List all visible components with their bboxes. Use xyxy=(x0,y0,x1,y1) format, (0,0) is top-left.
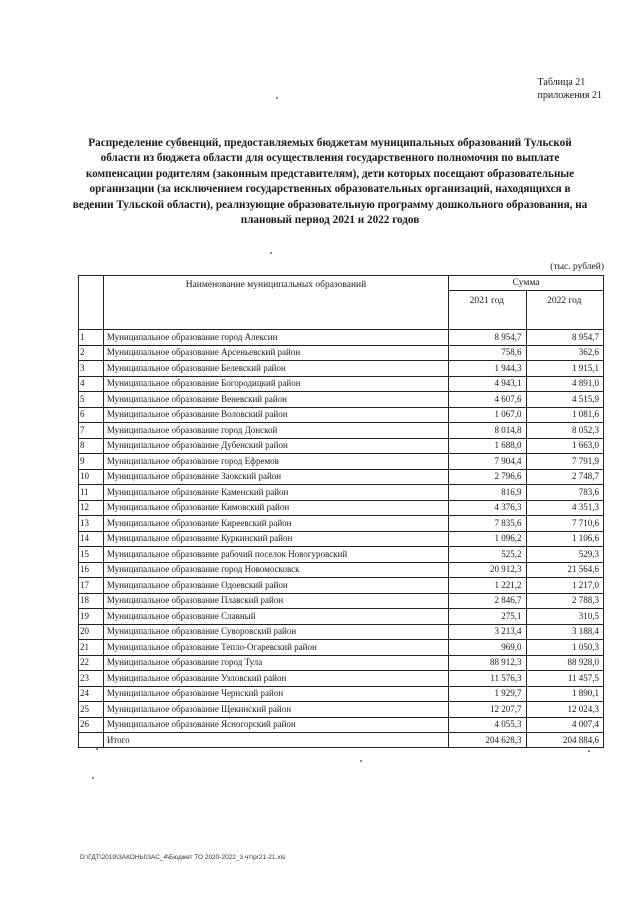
row-number: 12 xyxy=(79,500,104,516)
row-number: 23 xyxy=(79,671,104,687)
scan-speck xyxy=(92,777,94,779)
row-value-2022: 3 188,4 xyxy=(526,624,603,640)
row-value-2022: 1 081,6 xyxy=(526,407,603,423)
total-row xyxy=(79,733,604,748)
row-value-2022: 7 791,9 xyxy=(526,454,603,470)
row-municipality-name: Муниципальное образование Богородицкий район xyxy=(103,376,448,392)
table-row xyxy=(79,531,604,547)
row-value-2021: 20 912,3 xyxy=(449,562,526,578)
row-value-2022: 1 915,1 xyxy=(526,361,603,377)
row-municipality-name: Муниципальное образование Арсеньевский район xyxy=(103,345,448,361)
row-value-2022: 4 891,0 xyxy=(526,376,603,392)
table-row xyxy=(79,407,604,423)
row-number: 11 xyxy=(79,485,104,501)
table-row xyxy=(79,516,604,532)
appendix-table-number: Таблица 21 xyxy=(537,77,586,88)
row-number: 22 xyxy=(79,655,104,671)
row-value-2022: 1 217,0 xyxy=(526,578,603,594)
header-year-2022: 2022 год xyxy=(526,291,603,330)
row-municipality-name: Муниципальное образование Куркинский район xyxy=(103,531,448,547)
row-value-2022: 11 457,5 xyxy=(526,671,603,687)
row-number: 25 xyxy=(79,702,104,718)
row-value-2022: 1 890,1 xyxy=(526,686,603,702)
row-value-2021: 4 943,1 xyxy=(449,376,526,392)
header-sum: Сумма xyxy=(449,276,604,291)
table-row xyxy=(79,469,604,485)
table-row xyxy=(79,361,604,377)
row-municipality-name: Муниципальное образование Одоевский район xyxy=(103,578,448,594)
row-municipality-name: Муниципальное образование Щекинский район xyxy=(103,702,448,718)
row-value-2022: 4 351,3 xyxy=(526,500,603,516)
row-value-2022: 783,6 xyxy=(526,485,603,501)
row-number: 3 xyxy=(79,361,104,377)
row-value-2021: 7 904,4 xyxy=(449,454,526,470)
row-value-2021: 8 014,8 xyxy=(449,423,526,439)
file-path-footer: D:\ГДТ\2019\ЗАКОНЫ\ЗАС_4\Бюджет ТО 2020-2022_3 чт\pr21-21.xls xyxy=(80,854,286,861)
table-row xyxy=(79,686,604,702)
row-municipality-name: Муниципальное образование Веневский район xyxy=(103,392,448,408)
table-row xyxy=(79,392,604,408)
subvention-table xyxy=(78,275,604,748)
row-value-2021: 88 912,3 xyxy=(449,655,526,671)
row-number: 1 xyxy=(79,330,104,346)
header-number-cell xyxy=(79,276,104,330)
row-municipality-name: Муниципальное образование Воловский район xyxy=(103,407,448,423)
scan-speck xyxy=(270,252,272,254)
table-row xyxy=(79,562,604,578)
row-value-2021: 12 207,7 xyxy=(449,702,526,718)
row-number: 5 xyxy=(79,392,104,408)
row-municipality-name: Муниципальное образование Чернский район xyxy=(103,686,448,702)
table-row xyxy=(79,547,604,563)
row-municipality-name: Муниципальное образование город Новомосковск xyxy=(103,562,448,578)
row-municipality-name: Муниципальное образование Киреевский район xyxy=(103,516,448,532)
row-municipality-name: Муниципальное образование Ясногорский район xyxy=(103,717,448,733)
row-municipality-name: Муниципальное образование Суворовский район xyxy=(103,624,448,640)
row-number: 20 xyxy=(79,624,104,640)
total-label: Итого xyxy=(103,733,448,748)
row-value-2021: 1 067,0 xyxy=(449,407,526,423)
scan-speck xyxy=(96,748,98,750)
scan-speck xyxy=(588,750,590,752)
scan-speck xyxy=(360,760,362,762)
row-value-2022: 2 748,7 xyxy=(526,469,603,485)
row-municipality-name: Муниципальное образование рабочий поселок Новогуровский xyxy=(103,547,448,563)
row-value-2021: 1 096,2 xyxy=(449,531,526,547)
row-value-2022: 8 052,3 xyxy=(526,423,603,439)
document-title: Распределение субвенций, предоставляемых бюджетам муниципальных образований Тульской области из бюджета области для осуществления государственного полномочия по выплате компенсации родителям (законным представителям), дети которых посещают образовательные организации (за исключением государственных образовательных организаций, находящихся в ведении Тульской области), реализующие образовательную программу дошкольного образования, на плановый период 2021 и 2022 годов xyxy=(72,137,588,227)
table-row xyxy=(79,593,604,609)
row-value-2022: 12 024,3 xyxy=(526,702,603,718)
total-number-cell xyxy=(79,733,104,748)
row-number: 4 xyxy=(79,376,104,392)
row-number: 21 xyxy=(79,640,104,656)
row-number: 15 xyxy=(79,547,104,563)
row-municipality-name: Муниципальное образование Каменский район xyxy=(103,485,448,501)
row-value-2021: 969,0 xyxy=(449,640,526,656)
table-row xyxy=(79,485,604,501)
table-row xyxy=(79,330,604,346)
table-row xyxy=(79,702,604,718)
row-value-2022: 1 106,6 xyxy=(526,531,603,547)
table-row xyxy=(79,423,604,439)
table-row xyxy=(79,500,604,516)
row-value-2021: 4 055,3 xyxy=(449,717,526,733)
table-row xyxy=(79,671,604,687)
row-municipality-name: Муниципальное образование Узловский район xyxy=(103,671,448,687)
row-value-2021: 758,6 xyxy=(449,345,526,361)
table-row xyxy=(79,609,604,625)
table-body xyxy=(79,330,604,733)
table-row xyxy=(79,655,604,671)
row-value-2021: 1 929,7 xyxy=(449,686,526,702)
row-value-2021: 275,1 xyxy=(449,609,526,625)
row-value-2021: 4 376,3 xyxy=(449,500,526,516)
row-value-2022: 529,3 xyxy=(526,547,603,563)
row-number: 19 xyxy=(79,609,104,625)
table-row xyxy=(79,640,604,656)
total-2021: 204 628,3 xyxy=(449,733,526,748)
header-name: Наименование муниципальных образований xyxy=(103,276,448,330)
header-year-2021: 2021 год xyxy=(449,291,526,330)
row-value-2021: 8 954,7 xyxy=(449,330,526,346)
row-value-2022: 8 954,7 xyxy=(526,330,603,346)
table-row xyxy=(79,376,604,392)
table-row xyxy=(79,345,604,361)
row-value-2022: 4 007,4 xyxy=(526,717,603,733)
row-value-2022: 88 928,0 xyxy=(526,655,603,671)
row-number: 26 xyxy=(79,717,104,733)
row-value-2021: 525,2 xyxy=(449,547,526,563)
row-number: 17 xyxy=(79,578,104,594)
row-value-2021: 3 213,4 xyxy=(449,624,526,640)
row-number: 8 xyxy=(79,438,104,454)
row-number: 7 xyxy=(79,423,104,439)
row-number: 9 xyxy=(79,454,104,470)
appendix-annex-number: приложения 21 xyxy=(537,90,602,101)
row-value-2022: 21 564,6 xyxy=(526,562,603,578)
row-number: 2 xyxy=(79,345,104,361)
row-value-2021: 2 846,7 xyxy=(449,593,526,609)
row-number: 10 xyxy=(79,469,104,485)
row-value-2021: 7 835,6 xyxy=(449,516,526,532)
row-number: 6 xyxy=(79,407,104,423)
row-municipality-name: Муниципальное образование Дубенский район xyxy=(103,438,448,454)
table-row xyxy=(79,438,604,454)
row-number: 16 xyxy=(79,562,104,578)
row-municipality-name: Муниципальное образование Белевский район xyxy=(103,361,448,377)
row-value-2021: 1 688,0 xyxy=(449,438,526,454)
row-value-2021: 4 607,6 xyxy=(449,392,526,408)
row-value-2021: 11 576,3 xyxy=(449,671,526,687)
table-row xyxy=(79,717,604,733)
row-number: 14 xyxy=(79,531,104,547)
row-value-2022: 7 710,6 xyxy=(526,516,603,532)
row-value-2022: 1 663,0 xyxy=(526,438,603,454)
row-municipality-name: Муниципальное образование Тепло-Огаревский район xyxy=(103,640,448,656)
appendix-reference xyxy=(538,76,602,102)
row-value-2021: 2 796,6 xyxy=(449,469,526,485)
row-value-2022: 362,6 xyxy=(526,345,603,361)
row-value-2021: 816,9 xyxy=(449,485,526,501)
row-municipality-name: Муниципальное образование Славный xyxy=(103,609,448,625)
row-municipality-name: Муниципальное образование город Донской xyxy=(103,423,448,439)
table-row xyxy=(79,578,604,594)
row-value-2022: 1 050,3 xyxy=(526,640,603,656)
table-row xyxy=(79,624,604,640)
row-value-2021: 1 944,3 xyxy=(449,361,526,377)
row-municipality-name: Муниципальное образование город Тула xyxy=(103,655,448,671)
row-municipality-name: Муниципальное образование город Алексин xyxy=(103,330,448,346)
row-municipality-name: Муниципальное образование город Ефремов xyxy=(103,454,448,470)
units-label: (тыс. рублей) xyxy=(550,262,604,272)
total-2022: 204 884,6 xyxy=(526,733,603,748)
row-value-2022: 4 515,9 xyxy=(526,392,603,408)
row-value-2021: 1 221,2 xyxy=(449,578,526,594)
scan-speck xyxy=(276,97,278,99)
row-municipality-name: Муниципальное образование Кимовский район xyxy=(103,500,448,516)
row-value-2022: 310,5 xyxy=(526,609,603,625)
row-municipality-name: Муниципальное образование Плавский район xyxy=(103,593,448,609)
row-number: 24 xyxy=(79,686,104,702)
row-value-2022: 2 788,3 xyxy=(526,593,603,609)
row-number: 13 xyxy=(79,516,104,532)
row-number: 18 xyxy=(79,593,104,609)
row-municipality-name: Муниципальное образование Заокский район xyxy=(103,469,448,485)
table-row xyxy=(79,454,604,470)
